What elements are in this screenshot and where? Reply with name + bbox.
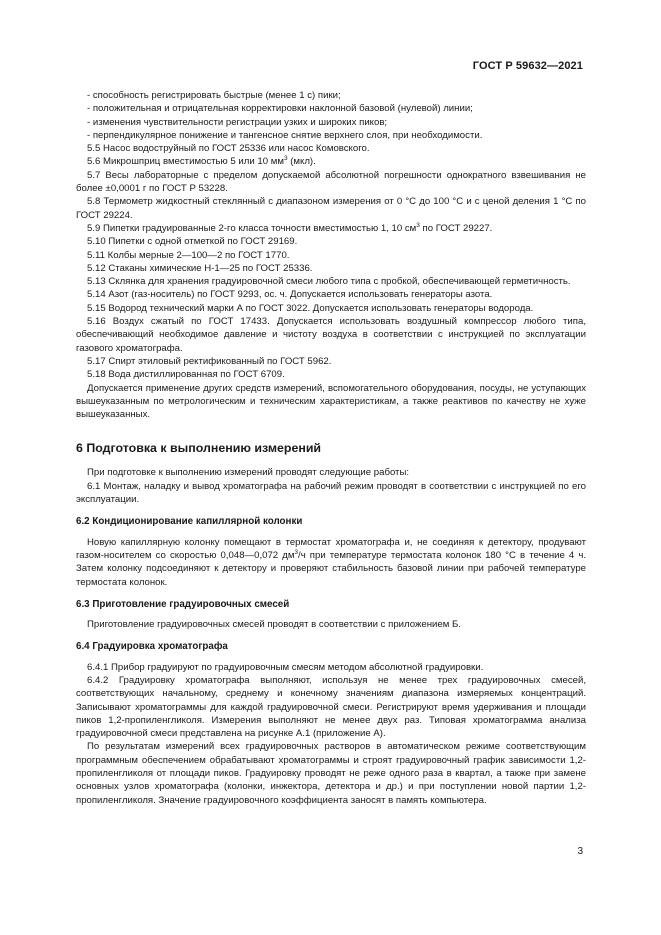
section-6-heading: 6 Подготовка к выполнению измерений [76, 441, 322, 456]
list-item: 5.17 Спирт этиловый ректификованный по ГОСТ 5962. [87, 355, 332, 367]
list-item: 5.11 Колбы мерные 2—100—2 по ГОСТ 1770. [87, 249, 290, 261]
list-item: 5.5 Насос водоструйный по ГОСТ 25336 или насос Комовского. [87, 143, 370, 155]
paragraph: 6.4.2 Градуировку хроматографа выполняют, используя не менее трех градуировочных смесей, соответствующих начальному, среднему и конечному значениям диапазона измеряемых концентраций. Записывают хроматограммы для каждой градуировочной смеси. Регистрируют время удерживания и площади пиков 1,2-пропиленгликоля. Измерения выполняют не менее двух раз. Типовая хроматограмма анализа градуировочной смеси представлена на рисунке А.1 (приложение А). [76, 674, 586, 740]
list-item: 5.8 Термометр жидкостный стеклянный с диапазоном измерения от 0 °С до 100 °С и с ценой деления 1 °С по ГОСТ 29224. [76, 196, 586, 221]
standard-code-header: ГОСТ Р 59632—2021 [472, 60, 583, 72]
list-item: 5.9 Пипетки градуированные 2-го класса точности вместимостью 1, 10 $см^3$ по ГОСТ 29227. [87, 221, 493, 234]
list-item: 5.15 Водород технический марки А по ГОСТ 3022. Допускается использовать генераторы водорода. [87, 302, 534, 314]
paragraph: Приготовление градуировочных смесей проводят в соответствии с приложением Б. [87, 619, 461, 631]
list-item: 5.18 Вода дистиллированная по ГОСТ 6709. [87, 369, 285, 381]
list-item: 5.6 Микрошприц вместимостью 5 или 10 $мм^3$ (мкл). [87, 155, 316, 168]
list-item: 5.16 Воздух сжатый по ГОСТ 17433. Допускается использовать воздушный компрессор любого типа, обеспечивающий необходимое давление и чистоту воздуха в соответствии с инструкцией по эксплуатации газового хроматографа. [76, 316, 586, 354]
list-item: - перпендикулярное понижение и тангенсное снятие верхнего слоя, при необходимости. [87, 129, 483, 141]
list-item: - изменения чувствительности регистрации узких и широких пиков; [87, 116, 388, 128]
paragraph: 6.4.1 Прибор градуируют по градуировочным смесям методом абсолютной градуировки. [87, 661, 484, 673]
paragraph: 6.1 Монтаж, наладку и вывод хроматографа на рабочий режим проводят в соответствии с инструкцией по его эксплуатации. [76, 480, 586, 506]
paragraph: По результатам измерений всех градуировочных растворов в автоматическом режиме соответствующим программным обеспечением обрабатывают хроматограммы и строят градуировочный график зависимости 1,2-пропиленгликоля от площади пиков. Градуировку проводят не реже одного раза в квартал, а также при замене основных узлов хроматографа (колонки, инжектора, детектора и др.) и при поступлении новой партии 1,2-пропиленгликоля. Значение градуировочного коэффициента заносят в память компьютера. [76, 741, 586, 806]
paragraph: Новую капиллярную колонку помещают в термостат хроматографа и, не соединяя к детектору, продувают газом-носителем со скоростью 0,048—0,072 $дм^3/ч$ при температуре термостата колонок 180 °С в течение 4 ч. Затем колонку подсоединяют к детектору и проверяют стабильность базовой линии при рабочей температуре термостата колонок. [76, 536, 586, 588]
paragraph: При подготовке к выполнению измерений проводят следующие работы: [87, 467, 410, 479]
section-6-3-heading: 6.3 Приготовление градуировочных смесей [76, 598, 290, 610]
section-6-4-heading: 6.4 Градуировка хроматографа [76, 641, 228, 653]
document-body [76, 89, 586, 807]
list-item: 5.14 Азот (газ-носитель) по ГОСТ 9293, ос. ч. Допускается использовать генераторы азота. [87, 289, 493, 301]
list-item: 5.12 Стаканы химические Н-1—25 по ГОСТ 25336. [87, 262, 313, 274]
list-item: - способность регистрировать быстрые (менее 1 с) пики; [87, 90, 341, 101]
list-item: Допускается применение других средств измерений, вспомогательного оборудования, посуды, не уступающих вышеуказанным по метрологическим и техническим характеристикам, а также реактивов по качеству не хуже вышеуказанных. [76, 382, 586, 421]
list-item: 5.7 Весы лабораторные с пределом допускаемой абсолютной погрешности однократного взвешивания не более ±0,0001 г по ГОСТ Р 53228. [76, 169, 586, 195]
list-item: 5.10 Пипетки с одной отметкой по ГОСТ 29169. [87, 236, 298, 248]
list-item: 5.13 Склянка для хранения градуировочной смеси любого типа с пробкой, обеспечивающей герметичность. [87, 276, 571, 288]
page-number: 3 [577, 846, 583, 857]
section-6-2-heading: 6.2 Кондиционирование капиллярной колонки [76, 516, 303, 528]
list-item: - положительная и отрицательная корректировки наклонной базовой (нулевой) линии; [87, 103, 473, 115]
